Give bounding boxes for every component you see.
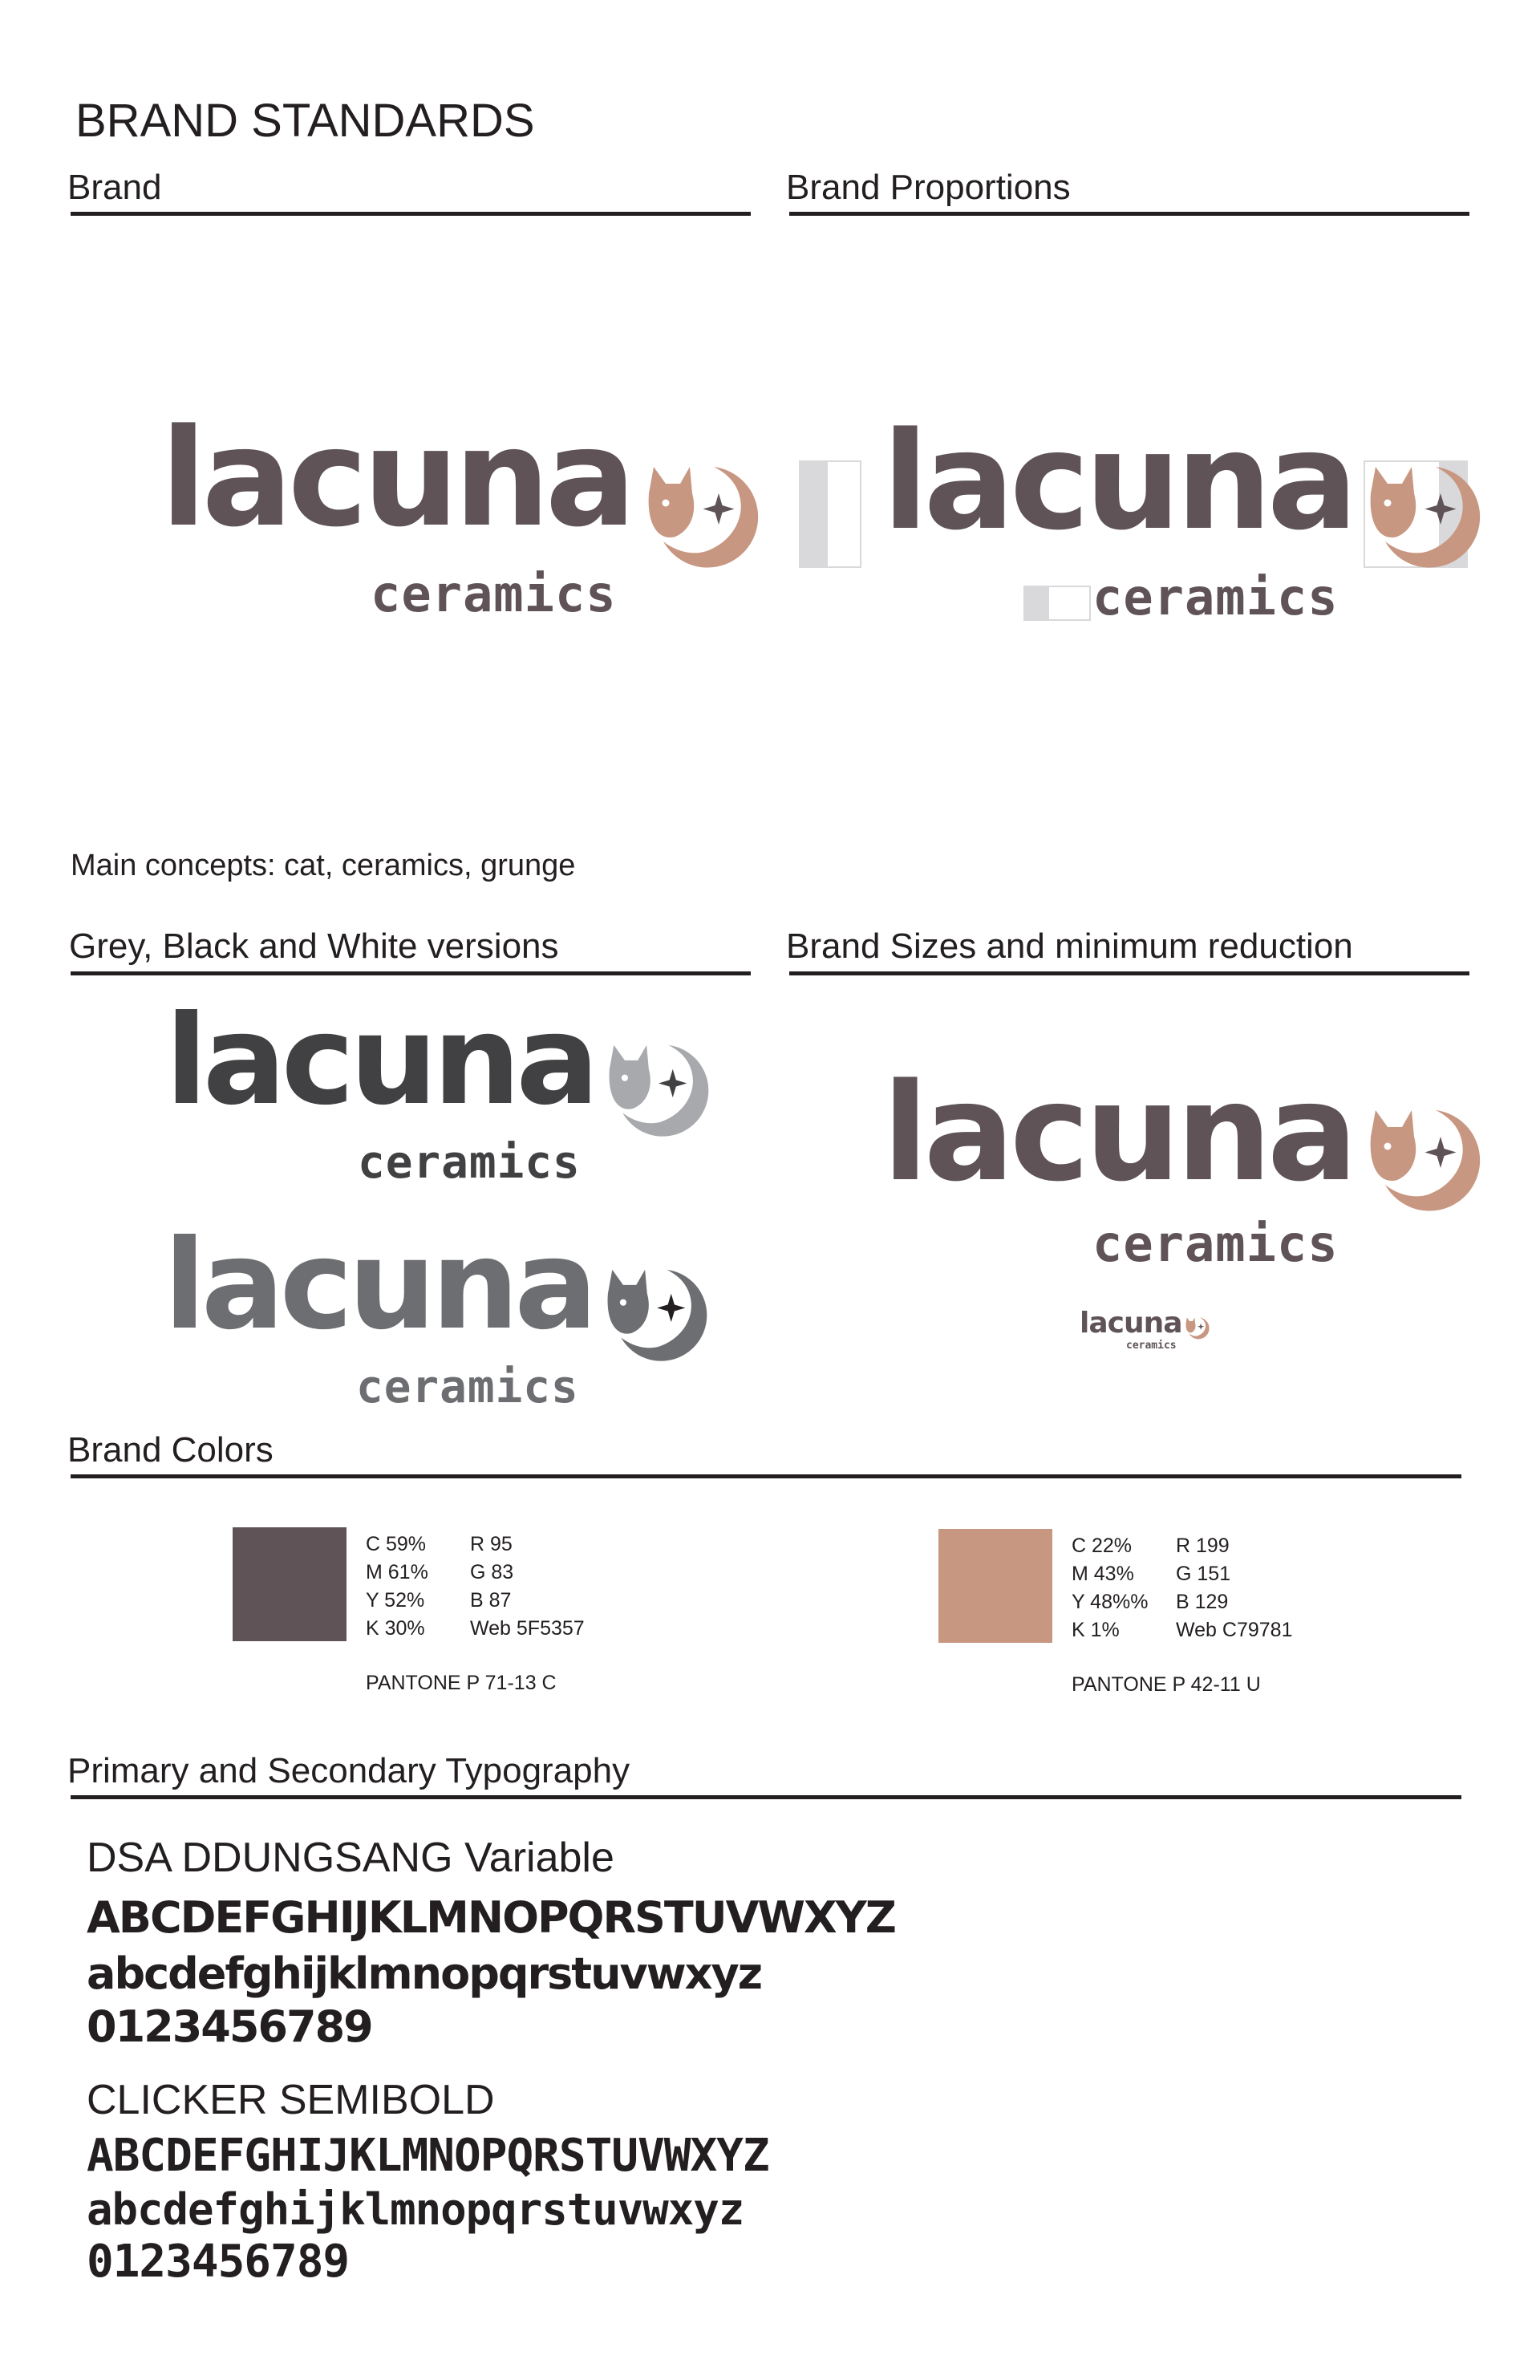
logo-wordmark: lacuna (882, 403, 1354, 560)
divider (789, 971, 1469, 975)
divider (71, 212, 751, 216)
section-title-brand: Brand (67, 168, 162, 207)
secondary-font-digits: 0123456789 (87, 2236, 350, 2288)
brand-logo-large (882, 1054, 1481, 1273)
cat-moon-icon (599, 1261, 708, 1370)
rgb-values (1176, 1532, 1292, 1644)
divider (71, 971, 751, 975)
pantone-code: PANTONE P 71-13 C (366, 1672, 557, 1694)
cmyk-m: M 43% (1072, 1563, 1134, 1585)
logo-subtitle: ceramics (371, 565, 617, 623)
color-swatch-terracotta (938, 1529, 1052, 1643)
logo-wordmark: lacuna (1080, 1307, 1182, 1340)
logo-subtitle: ceramics (1126, 1340, 1177, 1352)
secondary-font-name: CLICKER SEMIBOLD (87, 2077, 495, 2123)
proportion-guide (826, 460, 861, 568)
cmyk-c: C 59% (366, 1533, 427, 1555)
primary-font-digits: 0123456789 (87, 2001, 372, 2052)
rgb-r: R 95 (470, 1533, 513, 1555)
section-title-colors: Brand Colors (67, 1430, 274, 1470)
cmyk-k: K 30% (366, 1617, 425, 1640)
primary-font-uppercase: ABCDEFGHIJKLMNOPQRSTUVWXYZ (87, 1892, 895, 1943)
cmyk-y: Y 52% (366, 1589, 425, 1612)
logo-subtitle: ceramics (1092, 568, 1339, 626)
main-concepts: Main concepts: cat, ceramics, grunge (71, 849, 576, 882)
rgb-values (470, 1531, 585, 1643)
secondary-font-uppercase: ABCDEFGHIJKLMNOPQRSTUVWXYZ (87, 2130, 769, 2182)
pantone-code: PANTONE P 42-11 U (1072, 1673, 1261, 1696)
cat-moon-icon (1184, 1316, 1210, 1341)
brand-logo-grey (165, 989, 710, 1189)
proportion-guide (1048, 586, 1091, 621)
cmyk-y: Y 48%% (1072, 1591, 1149, 1613)
logo-wordmark: lacuna (160, 399, 632, 557)
rgb-g: G 151 (1176, 1563, 1231, 1585)
brand-logo-proportions (882, 403, 1481, 626)
brand-logo-minimum (1080, 1307, 1210, 1352)
cmyk-k: K 1% (1072, 1619, 1120, 1641)
logo-wordmark: lacuna (164, 1214, 594, 1357)
cmyk-values (1072, 1532, 1148, 1644)
cmyk-values (366, 1531, 428, 1643)
brand-logo (160, 399, 760, 623)
divider (71, 1474, 1461, 1478)
divider (71, 1795, 1461, 1799)
section-title-proportions: Brand Proportions (786, 168, 1071, 207)
primary-font-name: DSA DDUNGSANG Variable (87, 1835, 614, 1881)
section-title-typography: Primary and Secondary Typography (67, 1751, 630, 1790)
cat-moon-icon (639, 457, 760, 578)
cmyk-m: M 61% (366, 1561, 428, 1583)
logo-subtitle: ceramics (356, 1361, 579, 1413)
color-swatch-grey-purple (233, 1527, 346, 1641)
section-title-versions: Grey, Black and White versions (69, 926, 559, 966)
web-hex: Web C79781 (1176, 1619, 1293, 1641)
logo-wordmark: lacuna (165, 989, 595, 1133)
cat-moon-icon (1361, 1101, 1481, 1221)
cat-moon-icon (601, 1036, 710, 1145)
page-title: BRAND STANDARDS (75, 95, 535, 147)
cat-moon-icon (1361, 457, 1481, 578)
logo-subtitle: ceramics (358, 1137, 581, 1189)
rgb-b: B 87 (470, 1589, 512, 1612)
rgb-r: R 199 (1176, 1535, 1230, 1557)
proportion-guide (1023, 586, 1048, 621)
primary-font-lowercase: abcdefghijklmnopqrstuvwxyz (87, 1948, 762, 1999)
brand-logo-black (164, 1214, 708, 1413)
rgb-b: B 129 (1176, 1591, 1229, 1613)
divider (789, 212, 1469, 216)
logo-wordmark: lacuna (882, 1054, 1354, 1211)
section-title-sizes: Brand Sizes and minimum reduction (786, 926, 1353, 966)
secondary-font-lowercase: abcdefghijklmnopqrstuvwxyz (87, 2184, 744, 2235)
proportion-guide (799, 460, 826, 568)
rgb-g: G 83 (470, 1561, 514, 1583)
logo-subtitle: ceramics (1092, 1214, 1339, 1273)
cmyk-c: C 22% (1072, 1535, 1133, 1557)
web-hex: Web 5F5357 (470, 1617, 585, 1640)
